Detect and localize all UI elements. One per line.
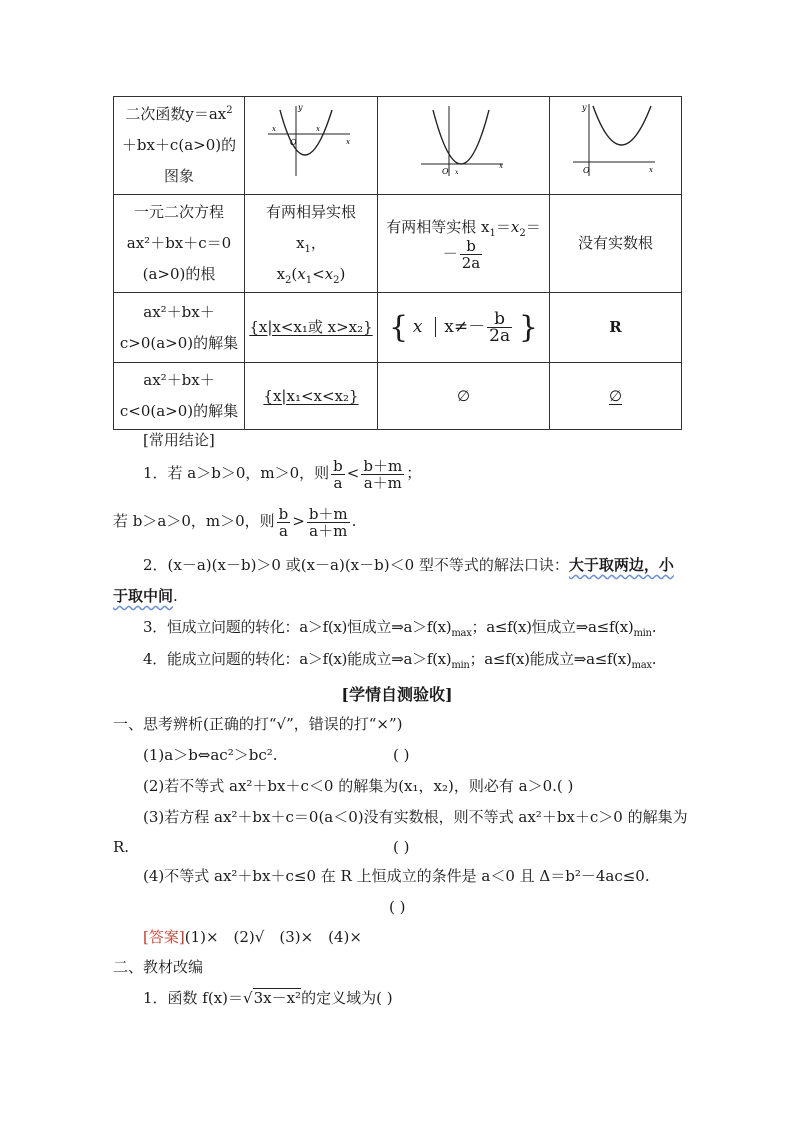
numerator: b bbox=[460, 238, 483, 255]
fraction bbox=[277, 506, 291, 539]
parabola-two-roots-graph bbox=[266, 100, 356, 180]
mnemonic-text: 大于取两边，小 bbox=[568, 556, 674, 574]
question-4-paren: ( ) bbox=[389, 898, 406, 916]
label-text: c>0(a>0)的解集 bbox=[119, 333, 239, 352]
conclusion-text: 1．若 a＞b＞0，m＞0，则 bbox=[143, 464, 330, 482]
fraction bbox=[307, 506, 350, 539]
question-3: (3)若方程 ax²＋bx＋c＝0(a＜0)没有实数根，则不等式 ax²＋bx＋c＞0 的解集为 bbox=[143, 808, 688, 826]
axis-x-label: x bbox=[498, 162, 503, 170]
cell-text: 有两相异实根 x bbox=[265, 203, 356, 252]
axis-x-label: x bbox=[648, 166, 653, 174]
label-text: ＋bx＋c(a>0)的 bbox=[121, 136, 237, 154]
cell-text: ∅ bbox=[456, 386, 471, 405]
numerator: b bbox=[278, 504, 289, 523]
numerator: b＋m bbox=[363, 456, 403, 475]
answer-paren: ( ) bbox=[393, 746, 410, 764]
part-1-title: 一、思考辨析(正确的打“√”，错误的打“×”) bbox=[113, 715, 403, 733]
conclusion-3: 3．恒成立问题的转化：a＞f(x)恒成立$\Rightarrow a>f(x)_{max}$；a≤f(x)恒成立$\Rightarrow a\le f(x)_{min}$. bbox=[143, 618, 657, 639]
question-3b bbox=[113, 835, 683, 859]
answer-text: (1)× (2)√ (3)× (4)× bbox=[184, 928, 362, 946]
row-label-greater-zero bbox=[114, 293, 245, 363]
problem-1: 1．函数 f(x)＝√3x－x²的定义域为( ) bbox=[143, 989, 393, 1007]
part-2-title: 二、教材改编 bbox=[113, 958, 204, 976]
numerator: b bbox=[487, 311, 512, 328]
denominator: a＋m bbox=[363, 473, 402, 492]
conclusion-4: 4．能成立问题的转化：a＞f(x)能成立$\Rightarrow a>f(x)_{min}$；a≤f(x)能成立$\Rightarrow a\le f(x)_{max}$. bbox=[143, 650, 657, 671]
label-text: 一元二次方程 bbox=[133, 203, 224, 221]
label-text: ax²＋bx＋ bbox=[143, 302, 215, 321]
set-variable: x bbox=[412, 317, 423, 337]
numerator: b＋m bbox=[308, 504, 348, 523]
question-text: (1)a＞b⇔ac²＞bc². bbox=[143, 746, 278, 764]
cell-solution-outside bbox=[245, 293, 378, 363]
cell-empty-set-underlined bbox=[550, 363, 682, 430]
label-text: ax²＋bx＋ bbox=[143, 371, 215, 389]
cell-empty-set bbox=[378, 363, 550, 430]
denominator: a＋m bbox=[309, 521, 348, 540]
conclusion-2 bbox=[113, 553, 713, 577]
double-root-label: x bbox=[454, 169, 458, 176]
radicand: 3x－x² bbox=[253, 989, 302, 1007]
axis-y-label: y bbox=[298, 103, 303, 112]
cell-text: {x|x₁<x<x₂} bbox=[263, 386, 359, 405]
answer-label: [答案] bbox=[143, 928, 185, 946]
origin-label: O bbox=[441, 167, 449, 176]
subscript-min: min bbox=[451, 660, 470, 671]
axis-y-label: y bbox=[581, 103, 587, 112]
row-label-less-zero bbox=[114, 363, 245, 430]
label-text: c<0(a>0)的解集 bbox=[119, 402, 239, 420]
parabola-no-root-graph bbox=[571, 100, 661, 180]
question-1 bbox=[113, 743, 713, 767]
origin-label: O bbox=[582, 166, 590, 175]
graph-no-root bbox=[550, 97, 682, 195]
table-row bbox=[114, 363, 682, 430]
section-heading: [学情自测验收] bbox=[341, 685, 453, 704]
conclusion-2b: 于取中间. bbox=[113, 587, 178, 605]
conclusion-text: ；a≤f(x)能成立⇒a≤f(x) bbox=[469, 650, 632, 668]
cell-double-root: 有两相等实根 $x_1=x_2=$ － $\frac{b}{2a}$ bbox=[378, 195, 550, 293]
conclusion-text: 4．能成立问题的转化：a＞f(x)能成立⇒a＞f(x) bbox=[143, 650, 452, 668]
origin-label: O bbox=[290, 138, 297, 147]
table-row bbox=[114, 195, 682, 293]
problem-text: 的定义域为( ) bbox=[301, 989, 393, 1007]
cell-text: 没有实数根 bbox=[577, 234, 653, 252]
graph-double-root bbox=[378, 97, 550, 195]
row-label-function-graph: 二次函数$y=ax^2$ ＋bx＋c(a>0)的 图象 bbox=[114, 97, 245, 195]
conclusion-1b: 若 b＞a＞0，m＞0，则 $\frac{b}{a}$ > $\frac{b+m}{a+m}$ . bbox=[113, 504, 357, 540]
cell-solution-all-real bbox=[550, 293, 682, 363]
denominator: 2a bbox=[461, 254, 481, 272]
cell-solution-between bbox=[245, 363, 378, 430]
conclusion-1: 1．若 a＞b＞0，m＞0，则 $\frac{b}{a}$ < $\frac{b+m}{a+m}$ ； bbox=[143, 456, 422, 492]
fraction bbox=[361, 458, 404, 491]
cell-text: x bbox=[276, 265, 286, 283]
condition-text: x≠－ bbox=[444, 317, 486, 337]
subscript-max: max bbox=[631, 660, 652, 671]
denominator: 2a bbox=[489, 326, 511, 346]
conclusion-text: ；a≤f(x)恒成立⇒a≤f(x) bbox=[471, 618, 634, 636]
conclusion-text: 若 b＞a＞0，m＞0，则 bbox=[113, 512, 275, 530]
question-text: R. bbox=[113, 838, 130, 856]
row-label-equation-roots bbox=[114, 195, 245, 293]
label-text: 图象 bbox=[163, 167, 194, 185]
parabola-double-root-graph bbox=[419, 100, 509, 180]
root1-label: x bbox=[272, 125, 276, 133]
denominator: a bbox=[333, 473, 343, 492]
root2-label: x bbox=[316, 125, 320, 133]
fraction bbox=[331, 458, 345, 491]
cell-no-real-root bbox=[550, 195, 682, 293]
table-row bbox=[114, 97, 682, 195]
cell-solution-except: { x x≠－ $\frac{b}{2a}$ } bbox=[378, 293, 550, 363]
question-2: (2)若不等式 ax²＋bx＋c＜0 的解集为(x₁，x₂)，则必有 a＞0.( ) bbox=[143, 777, 574, 795]
conclusion-text: 3．恒成立问题的转化：a＞f(x)恒成立⇒a＞f(x) bbox=[143, 618, 452, 636]
denominator: a bbox=[278, 521, 288, 540]
cell-text: 有两相等实根 x bbox=[386, 218, 490, 236]
subscript-min: min bbox=[633, 628, 652, 639]
subscript-max: max bbox=[451, 628, 472, 639]
cell-text: {x|x<x₁或 x>x₂} bbox=[249, 318, 373, 336]
answer-line bbox=[113, 925, 713, 949]
summary-table bbox=[113, 96, 682, 430]
label-text: ax²＋bx＋c＝0 bbox=[126, 234, 232, 252]
cell-text: ∅ bbox=[608, 386, 623, 405]
cell-text: R bbox=[609, 318, 622, 336]
problem-text: 1．函数 f(x)＝ bbox=[143, 989, 244, 1007]
label-text: 二次函数y＝ax bbox=[125, 105, 227, 123]
label-text: (a>0)的根 bbox=[142, 265, 216, 283]
conclusions-title: [常用结论] bbox=[143, 431, 215, 449]
axis-x-label: x bbox=[346, 138, 350, 146]
fraction bbox=[460, 238, 483, 271]
cell-two-distinct-roots: 有两相异实根 $x_1$， $x_2(x_1<x_2)$ bbox=[245, 195, 378, 293]
numerator: b bbox=[333, 456, 343, 475]
graph-two-roots bbox=[245, 97, 378, 195]
fraction bbox=[487, 311, 512, 344]
mnemonic-text: 于取中间 bbox=[113, 587, 174, 605]
conclusion-text: 2．(x－a)(x－b)＞0 或(x－a)(x－b)＜0 型不等式的解法口诀： bbox=[143, 556, 569, 574]
question-4: (4)不等式 ax²＋bx＋c≤0 在 R 上恒成立的条件是 a＜0 且 Δ＝b²－4ac≤0. bbox=[143, 867, 650, 885]
answer-paren: ( ) bbox=[393, 838, 410, 856]
table-row bbox=[114, 293, 682, 363]
